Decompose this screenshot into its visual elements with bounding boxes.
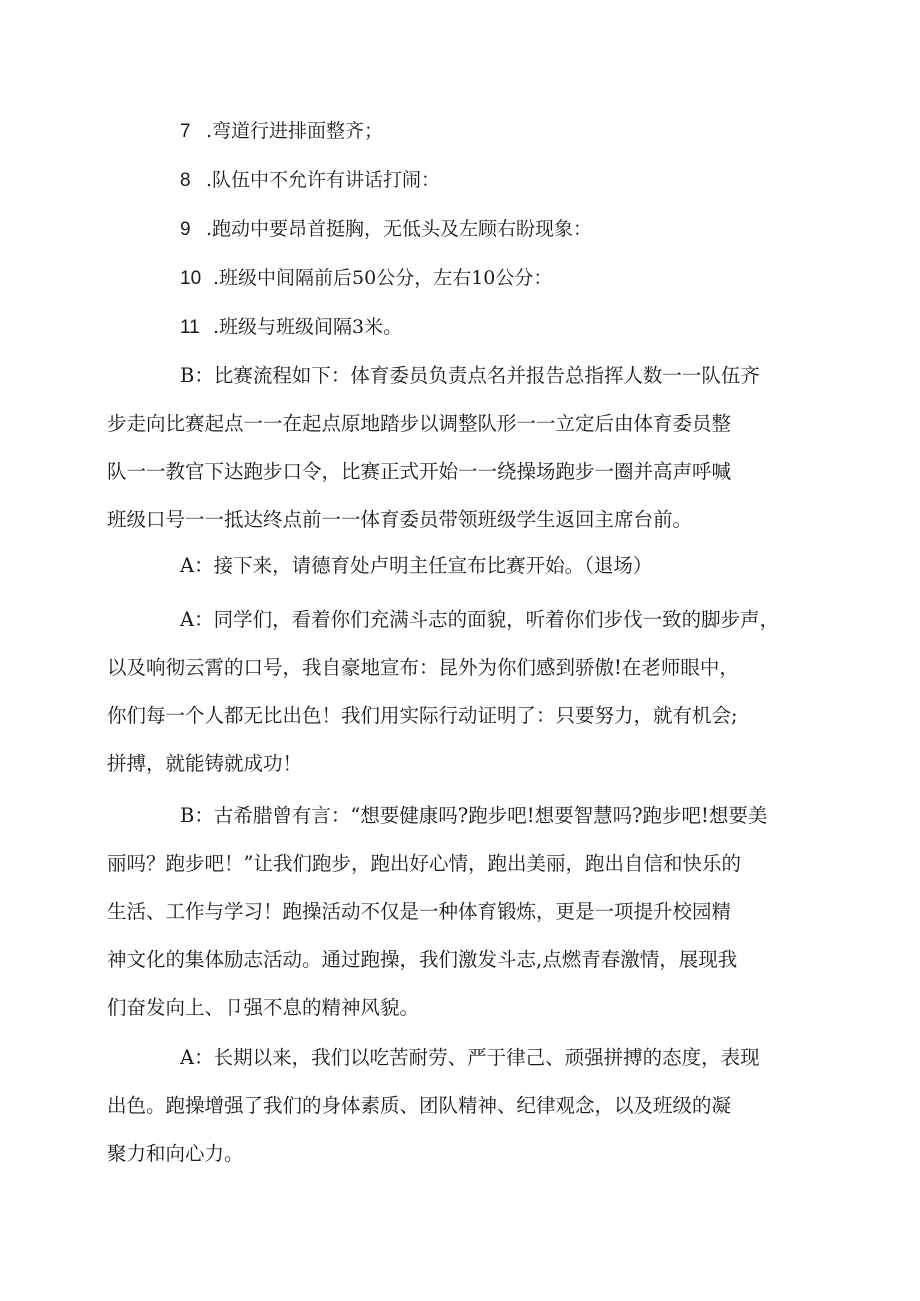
paragraph-line: 神文化的集体励志活动。通过跑操，我们激发斗志,点燃青春激情，展现我	[107, 948, 738, 971]
paragraph-line: A：同学们，看着你们充满斗志的面貌，听着你们步伐一致的脚步声，	[180, 608, 780, 631]
paragraph-line: 你们每一个人都无比出色！我们用实际行动证明了：只要努力，就有机会;	[107, 704, 738, 727]
list-item-10	[180, 266, 552, 291]
list-text: .班级中间隔前后50公分，左右10公分：	[213, 267, 553, 289]
paragraph-greek-saying	[107, 792, 820, 1032]
list-item-8	[180, 168, 440, 193]
paragraph-line: 出色。跑操增强了我们的身体素质、团队精神、纪律观念，以及班级的凝	[107, 1094, 732, 1117]
list-item-11	[180, 315, 402, 340]
paragraph-line: A：长期以来，我们以吃苦耐劳、严于律己、顽强拼搏的态度，表现	[180, 1046, 760, 1069]
paragraph-line: 聚力和向心力。	[107, 1142, 244, 1165]
list-text: .弯道行进排面整齐；	[206, 120, 384, 142]
paragraph-line: 队一一教官下达跑步口令，比赛正式开始一一绕操场跑步一圈并高声呼喊	[107, 460, 732, 483]
paragraph-line: B：比赛流程如下：体育委员负责点名并报告总指挥人数一一队伍齐	[180, 364, 760, 387]
paragraph-line: B：古希腊曾有言：“想要健康吗?跑步吧!想要智慧吗?跑步吧!想要美	[180, 804, 768, 827]
paragraph-line: 步走向比赛起点一一在起点原地踏步以调整队形一一立定后由体育委员整	[107, 412, 732, 435]
list-number: 9	[180, 219, 191, 240]
paragraph-line: 以及响彻云霄的口号，我自豪地宣布：昆外为你们感到骄傲!在老师眼中，	[107, 656, 739, 679]
paragraph-line: 丽吗？跑步吧！”让我们跑步，跑出好心情，跑出美丽，跑出自信和快乐的	[107, 852, 741, 875]
list-item-9	[180, 217, 592, 242]
list-text: .队伍中不允许有讲话打闹：	[206, 169, 441, 191]
list-number: 10	[180, 268, 202, 289]
paragraph-line: 班级口号一一抵达终点前一一体育委员带领班级学生返回主席台前。	[107, 508, 693, 531]
list-item-7	[180, 119, 383, 144]
list-text: .跑动中要昂首挺胸，无低头及左顾右盼现象：	[206, 218, 593, 240]
list-number: 8	[180, 170, 191, 191]
paragraph-line: A：接下来，请德育处卢明主任宣布比赛开始。（退场）	[180, 554, 653, 577]
paragraph-race-process	[107, 352, 820, 544]
list-number: 11	[180, 317, 200, 338]
paragraph-line: 拼搏，就能铸就成功！	[107, 752, 303, 775]
paragraph-announce	[180, 542, 820, 590]
paragraph-line: 生活、工作与学习！跑操活动不仅是一种体育锻炼，更是一项提升校园精	[107, 900, 732, 923]
paragraph-praise	[107, 596, 820, 788]
list-number: 7	[180, 121, 191, 142]
list-text: .班级与班级间隔3米。	[213, 316, 403, 338]
paragraph-line: 们奋发向上、卩强不息的精神风貌。	[107, 996, 420, 1019]
paragraph-long-term	[107, 1034, 820, 1178]
